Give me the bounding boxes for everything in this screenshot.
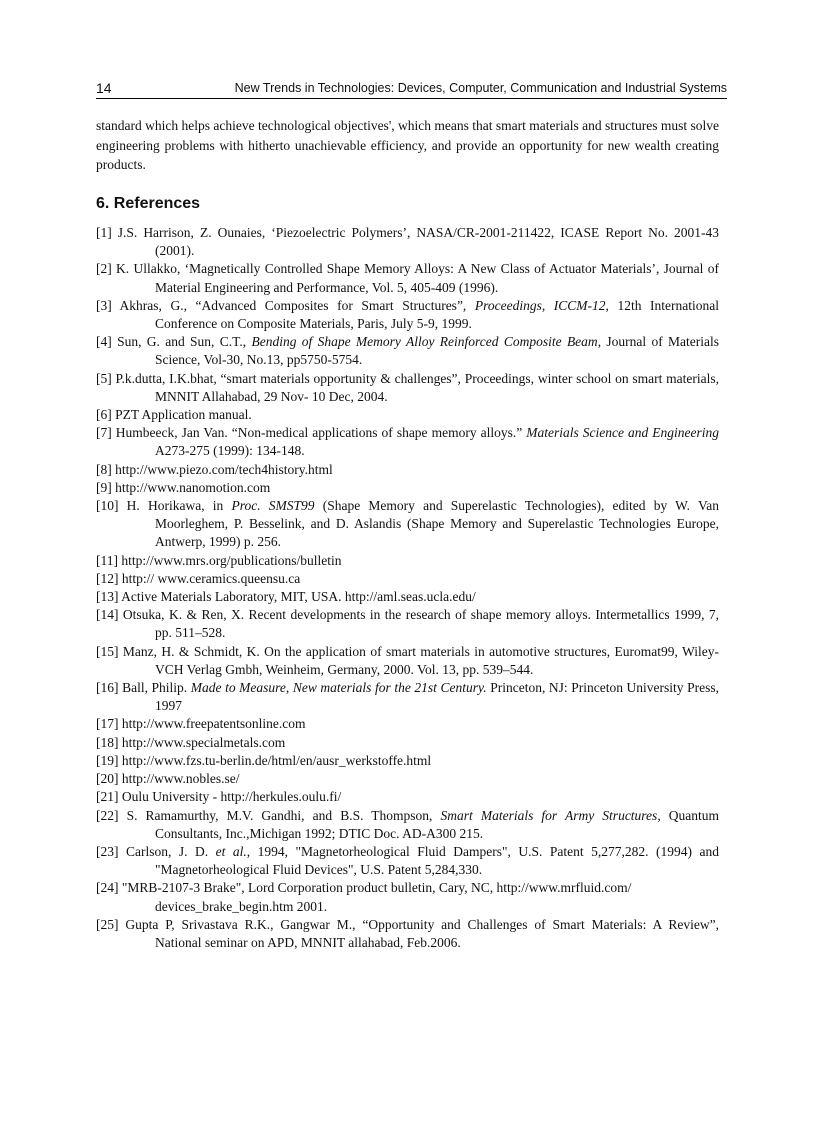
reference-item: [10] H. Horikawa, in Proc. SMST99 (Shape Memory and Superelastic Technologies), edited by W. Van Moorleghem, P. Besselink, and D. Aslandis (Shape Memory and Superelastic Technologies Europe, Antwerp, 1999) p. 256. [96, 498, 719, 550]
reference-list [96, 224, 719, 952]
reference-item: [21] Oulu University - http://herkules.oulu.fi/ [96, 789, 342, 805]
reference-item: [12] http:// www.ceramics.queensu.ca [96, 570, 301, 586]
reference-item: [22] S. Ramamurthy, M.V. Gandhi, and B.S. Thompson, Smart Materials for Army Structures, Quantum Consultants, Inc.,Michigan 1992; DTIC Doc. AD-A300 215. [96, 807, 720, 841]
reference-item: [6] PZT Application manual. [96, 407, 252, 423]
section-heading: 6. References [96, 195, 201, 212]
running-header [96, 80, 727, 99]
reference-item: [11] http://www.mrs.org/publications/bulletin [96, 552, 342, 568]
reference-item: [13] Active Materials Laboratory, MIT, USA. http://aml.seas.ucla.edu/ [96, 589, 476, 605]
reference-item: [15] Manz, H. & Schmidt, K. On the application of smart materials in automotive structures, Euromat99, Wiley-VCH Verlag Gmbh, Weinheim, Germany, 2000. Vol. 13, pp. 539–544. [96, 643, 719, 677]
reference-item: [23] Carlson, J. D. et al., 1994, "Magnetorheological Fluid Dampers", U.S. Patent 5,277,282. (1994) and "Magnetorheological Fluid Devices", U.S. Patent 5,284,330. [96, 843, 719, 878]
reference-item: [9] http://www.nanomotion.com [96, 479, 271, 495]
reference-item: [16] Ball, Philip. Made to Measure, New materials for the 21st Century. Princeton, NJ: Princeton University Press, 1997 [96, 680, 720, 714]
reference-item: [25] Gupta P, Srivastava R.K., Gangwar M., “Opportunity and Challenges of Smart Materials: A Review”, National seminar on APD, MNNIT allahabad, Feb.2006. [96, 916, 719, 950]
page-number: 14 [96, 80, 112, 96]
reference-item: [24] "MRB-2107-3 Brake", Lord Corporation product bulletin, Cary, NC, http://www.mrfluid.com/ devices_brake_begin.htm 2001. [96, 880, 632, 914]
reference-item: [7] Humbeeck, Jan Van. “Non-medical applications of shape memory alloys.” Materials Science and Engineering A273-275 (1999): 134-148. [96, 425, 720, 459]
reference-item: [1] J.S. Harrison, Z. Ounaies, ‘Piezoelectric Polymers’, NASA/CR-2001-211422, ICASE Report No. 2001-43 (2001). [96, 225, 719, 259]
reference-item: [3] Akhras, G., “Advanced Composites for Smart Structures”, Proceedings, ICCM-12, 12th International Conference on Composite Materials, Paris, July 5-9, 1999. [96, 297, 719, 332]
reference-item: [4] Sun, G. and Sun, C.T., Bending of Shape Memory Alloy Reinforced Composite Beam, Journal of Materials Science, Vol-30, No.13, pp5750-5754. [96, 334, 720, 368]
reference-item: [18] http://www.specialmetals.com [96, 734, 286, 750]
reference-item: [20] http://www.nobles.se/ [96, 771, 240, 787]
reference-item: [5] P.k.dutta, I.K.bhat, “smart materials opportunity & challenges”, Proceedings, winter school on smart materials, MNNIT Allahabad, 29 Nov- 10 Dec, 2004. [96, 370, 719, 404]
reference-item: [19] http://www.fzs.tu-berlin.de/html/en/ausr_werkstoffe.html [96, 752, 432, 768]
intro-paragraph: standard which helps achieve technological objectives', which means that smart materials and structures must solve engineering problems with hitherto unachievable efficiency, and provide an opportunity for new wealth creating products. [96, 118, 719, 173]
reference-item: [2] K. Ullakko, ‘Magnetically Controlled Shape Memory Alloys: A New Class of Actuator Materials’, Journal of Material Engineering and Performance, Vol. 5, 405-409 (1996). [96, 261, 719, 295]
reference-item: [8] http://www.piezo.com/tech4history.html [96, 461, 333, 477]
reference-item: [17] http://www.freepatentsonline.com [96, 716, 306, 732]
reference-item: [14] Otsuka, K. & Ren, X. Recent developments in the research of shape memory alloys. Intermetallics 1999, 7, pp. 511–528. [96, 607, 719, 641]
running-title: New Trends in Technologies: Devices, Computer, Communication and Industrial Systems [234, 81, 727, 95]
